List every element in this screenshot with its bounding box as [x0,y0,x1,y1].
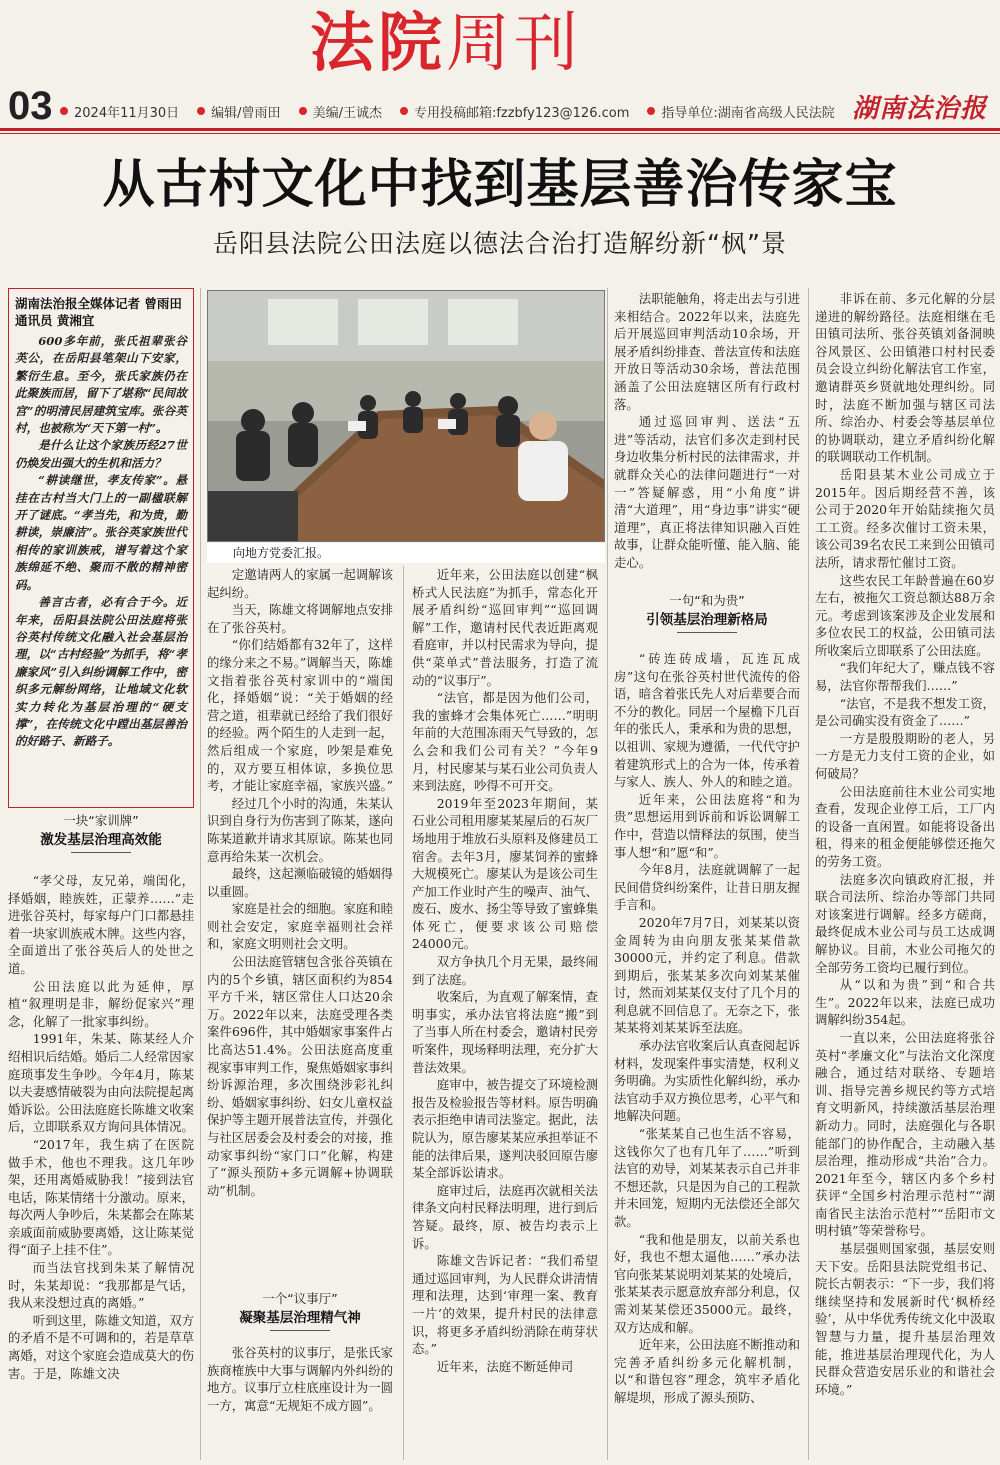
paragraph: 1991年，朱某、陈某经人介绍相识后结婚。婚后二人经常因家庭琐事发生争吵。今年4月，陈某以夫妻感情破裂为由向法院提起离婚诉讼。公田法庭庭长陈雄文收案后，立即联系双方询问具体情况。 [8,1031,194,1135]
bullet-icon [299,107,307,115]
column-divider [808,288,809,1460]
section-heading-2 [614,592,800,648]
paragraph: 近年来，公田法庭以创建“枫桥式人民法庭”为抓手，常态化开展矛盾纠纷“巡回审判”“巡回调解”工作，邀请村民代表近距离观看庭审，并以村民需求为导向，提供“菜单式”普法服务，打造了流动的“议事厅”。 [412,567,598,688]
paragraph: 善言古者，必有合于今。近年来，岳阳县法院公田法庭将张谷英村传统文化融入社会基层治理，以“古村经验”为抓手，将“孝廉家风”引入纠纷调解工作中，密织多元解纷网络，让地域文化软实力转化为基层治理的“硬支撑”，在传统文化中蹚出基层善治的好路子、新路子。 [15,595,187,749]
column-divider [403,566,404,1460]
section-title: 凝聚基层治理精气神 [239,1310,361,1326]
paragraph: “耕读继世，孝友传家”。悬挂在古村当大门上的一副楹联解开了谜底。“孝当先，和为贵，勤耕读，崇廉洁”。张谷英家族世代相传的家训族戒，谱写着这个家族绵延不绝、聚而不散的精神密码。 [15,473,187,592]
guide-text: 指导单位:湖南省高级人民法院 [661,105,835,121]
section-heading-3 [207,1290,393,1342]
paragraph: 定邀请两人的家属一起调解该起纠纷。 [207,567,393,600]
paragraph: 近年来，公田法庭不断推动和完善矛盾纠纷多元化解机制，以“和谐包容”理念，筑牢矛盾化解堤坝，形成了源头预防、 [614,1337,800,1405]
section-title: 激发基层治理高效能 [40,832,162,848]
section-heading-1 [8,812,194,870]
masthead-title [310,6,582,82]
paragraph: 庭审过后，法庭再次就相关法律条文向村民释法明理，进行到后答疑。最终，原、被告均表示上诉。 [412,1182,598,1251]
section-rule [270,1330,330,1331]
paragraph: 而当法官找到朱某了解情况时，朱某却说：“我那都是气话，我从来没想过真的离婚。” [8,1260,194,1311]
paragraph: 听到这里，陈雄文知道，双方的矛盾不是不可调和的，若是草草离婚，对这个家庭会造成莫大的伤害。于是，陈雄文决 [8,1312,194,1381]
section-kicker: 一个“议事厅” [262,1291,338,1306]
info-email [400,102,629,121]
paragraph: 今年8月，法庭就调解了一起民间借贷纠纷案件，让昔日朋友握手言和。 [614,862,800,913]
paragraph: 这些农民工年龄普遍在60岁左右，被拖欠工资总额达88万余元。考虑到该案涉及企业发展和多位农民工的权益，公田镇司法所收案后立即联系了公田法庭。 [815,572,995,658]
paragraph: 600多年前，张氏祖辈张谷英公，在岳阳县笔架山下安家，繁衍生息。至今，张氏家族仍在此聚族而居，留下了堪称“民间故宫”的明清民居建筑宝库。张谷英村，也被称为“天下第一村”。 [15,334,187,436]
info-editor [197,102,280,121]
article-column-2-continued [207,1344,393,1460]
paragraph: “法官，不是我不想发工资，是公司确实没有资金了……” [815,695,995,729]
paragraph: 承办法官收案后认真查阅起诉材料，发现案件事实清楚，权利义务明确。为实质性化解纠纷，承办法官动手双方换位思考，心平气和地解决问题。 [614,1038,800,1124]
paragraph: 最终，这起濒临破镜的婚姻得以重圆。 [207,866,393,899]
date-text: 2024年11月30日 [74,105,180,121]
paragraph: 法庭多次向镇政府汇报，并联合司法所、综治办等部门共同对该案进行调解。经多方磋商，最终促成木业公司与员工达成调解协议。目前，木业公司拖欠的全部劳务工资均已履行到位。 [815,871,995,975]
paragraph: 经过几个小时的沟通，朱某认识到自身行为伤害到了陈某，遂向陈某道歉并请求其原谅。陈某也同意再给朱某一次机会。 [207,795,393,864]
article-column-5 [815,290,995,1460]
article-column-2 [207,566,393,1286]
section-rule [71,852,131,853]
section-rule [677,632,737,633]
masthead-title-light: 周刊 [446,7,582,81]
paragraph: 一直以来，公田法庭将张谷英村“孝廉文化”与法治文化深度融合，通过结对联络、专题培训、指导完善乡规民约等方式培育文明新风，持续激活基层治理新动力。同时，法庭强化与各职能部门的协作配合，主动融入基层治理，推动形成“共治”合力。2021年至今，辖区内多个乡村获评“全国乡村治理示范村”“湖南省民主法治示范村”“岳阳市文明村镇”等荣誉称号。 [815,1029,995,1239]
paragraph: “2017年，我生病了在医院做手术，他也不理我。这几年吵架，还用离婚威胁我！”接到法官电话，陈某情绪十分激动。原来，每次两人争吵后，朱某都会在陈某亲戚面前威胁要离婚，这让陈某觉得“面子上挂不住”。 [8,1136,194,1258]
top-rule-thin [0,133,1000,134]
section-title: 引领基层治理新格局 [646,612,768,628]
paragraph: 法职能触角，将走出去与引进来相结合。2022年以来，法庭先后开展巡回审判活动10余场，开展矛盾纠纷排查、普法宣传和法庭开放日等活动30余场，普法范围涵盖了公田法庭辖区所有行政村落。 [614,291,800,412]
article-column-1 [8,872,194,1462]
paragraph: 岳阳县某木业公司成立于2015年。因后期经营不善，该公司于2020年开始陆续拖欠员工工资。经多次催讨工资未果，该公司39名农民工来到公田镇司法所，请求帮忙催讨工资。 [815,466,995,570]
editor-text: 编辑/曾雨田 [211,105,281,121]
bullet-icon [60,107,68,115]
paragraph: 家庭是社会的细胞。家庭和睦则社会安定，家庭幸福则社会祥和，家庭文明则社会文明。 [207,901,393,952]
article-column-4 [614,290,800,590]
paragraph: “孝父母，友兄弟，端闺化，择婚姻，睦族姓，正蒙养……”走进张谷英村，每家每户门口都悬挂着一块家训族戒木牌。这些内容，全面道出了张谷英后人的处世之道。 [8,873,194,976]
paragraph: 公田法庭以此为延伸，厚植“叙理明是非，解纷促家兴”理念，化解了一批家事纠纷。 [8,978,194,1029]
section-kicker: 一块“家训牌” [63,813,139,828]
meeting-photo-illustration [208,291,605,542]
paragraph: “法官，都是因为他们公司，我的蜜蜂才会集体死亡……”明明年前的大范围冻雨天气导致的，怎么会和我们公司有关？”今年9月，村民廖某与某石业公司负责人来到法庭，吵得不可开交。 [412,690,598,794]
article-column-4-continued [614,650,800,1460]
bullet-icon [647,107,655,115]
section-kicker: 一句“和为贵” [669,593,745,608]
paragraph: 基层强则国家强，基层安则天下安。岳阳县法院党组书记、院长古朝表示：“下一步，我们将继续坚持和发展新时代‘枫桥经验’，从中华优秀传统文化中汲取智慧与力量，提升基层治理效能，推进基层治理现代化，为人民群众营造安居乐业的和谐社会环境。” [815,1241,995,1397]
photo-caption: 向地方党委汇报。 [207,543,605,563]
paragraph: 双方争执几个月无果，最终闹到了法庭。 [412,954,598,987]
paragraph: 庭审中，被告提交了环境检测报告及检验报告等材料。原告明确表示拒绝申请司法鉴定。据此，法院认为，原告廖某某应承担举证不能的法律后果，遂判决驳回原告廖某全部诉讼请求。 [412,1077,598,1181]
column-divider [607,288,608,1460]
paragraph: 一方是殷殷期盼的老人，另一方是无力支付工资的企业，如何破局？ [815,730,995,782]
page-number: 03 [8,84,53,128]
info-designer [299,102,382,121]
paragraph: 近年来，公田法庭将“和为贵”思想运用到诉前和诉讼调解工作中，营造以情释法的氛围，使当事人想“和”愿“和”。 [614,791,800,860]
paragraph: “你们结婚都有32年了，这样的缘分来之不易。”调解当天，陈雄文指着张谷英村家训中的“端闺化，择婚姻”说：“关于婚姻的经营之道，祖辈就已经给了我们很好的经验。两个陌生的人走到一起，然后组成一个家庭，吵架是难免的，双方要互相体谅，多换位思考，才能让家庭幸福，家族兴盛。” [207,637,393,794]
paragraph: 公田法庭管辖包含张谷英镇在内的5个乡镇，辖区面积约为854平方千米，辖区常住人口达20余万。2022年以来，法庭受理各类案件696件，其中婚姻家事案件占比高达51.4%。公田法庭高度重视家事审判工作，聚焦婚姻家事纠纷诉源治理，多次围绕涉彩礼纠纷、婚姻家事纠纷、妇女儿童权益保护等主题开展普法宣传，并强化与社区居委会及村委会的对接，推动家事纠纷“家门口”化解，构建了“源头预防+多元调解+协调联动”机制。 [207,954,393,1198]
paragraph: 当天，陈雄文将调解地点安排在了张谷英村。 [207,602,393,635]
paragraph: “我们年纪大了，赚点钱不容易，法官你帮帮我们……” [815,660,995,694]
headline: 从古村文化中找到基层善治传家宝 [102,155,898,215]
email-text: 专用投稿邮箱:fzzbfy123@126.com [413,105,630,121]
paragraph: 陈雄文告诉记者：“我们希望通过巡回审判，为人民群众讲清情理和法理，达到‘审理一案、教育一片’的效果，提升村民的法律意识，将更多矛盾纠纷消除在萌芽状态。” [412,1253,598,1357]
byline-reporter: 湖南法治报全媒体记者 曾雨田 [15,296,182,311]
paragraph: 2020年7月7日，刘某某以资金周转为由向朋友张某某借款30000元，并约定了利息。借款到期后，张某某多次向刘某某催讨，然而刘某某仅支付了几个月的利息就不回信息了。无奈之下，张某某将刘某某诉至法庭。 [614,914,800,1036]
meeting-photo [207,290,605,542]
intro-box [8,288,194,808]
intro-text [15,333,187,751]
paragraph: 2019年至2023年期间，某石业公司租用廖某某屋后的石灰厂场地用于堆放石头原料及修建员工宿舍。去年3月，廖某饲养的蜜蜂大规模死亡。廖某认为是该公司生产加工作业时产生的噪声、油气、废石、废水、扬尘等导致了蜜蜂集体死亡，便要求该公司赔偿24000元。 [412,795,598,952]
paragraph: 通过巡回审判、送法“五进”等活动，法官们多次走到村民身边收集分析村民的法律需求，并就群众关心的法律问题进行“一对一”答疑解惑，用“小角度”讲清“大道理”，用“身边事”讲实“硬道理”，真正将法律知识融入百姓故事，让群众能听懂、能入脑、能走心。 [614,414,800,570]
article-column-3 [412,566,598,1460]
paragraph: 非诉在前、多元化解的分层递进的解纷路径。法庭相继在毛田镇司法所、张谷英镇刘备洞映谷风景区、公田镇港口村村民委员会设立纠纷化解法官工作室，邀请群英乡贤就地处理纠纷。同时，法庭不断加强与辖区司法所、综治办、村委会等基层单位的协调联动，建立矛盾纠纷化解的联调联动工作机制。 [815,291,995,465]
paragraph: 从“以和为贵”到“和合共生”。2022年以来，法庭已成功调解纠纷354起。 [815,977,995,1028]
column-divider [200,288,201,1460]
bullet-icon [197,107,205,115]
info-bar [60,99,840,123]
info-date [60,102,179,121]
paragraph: 是什么让这个家族历经27世仍焕发出强大的生机和活力？ [15,438,187,470]
paragraph: “我和他是朋友，以前关系也好，我也不想太逼他……”承办法官向张某某说明刘某某的处境后，张某某表示愿意放弃部分利息，仅需刘某某偿还35000元。最终，双方达成和解。 [614,1231,800,1335]
subheadline: 岳阳县法院公田法庭以德法合治打造解纷新“枫”景 [213,229,787,258]
bullet-icon [400,107,408,115]
byline-correspondent: 通讯员 黄湘宜 [15,313,95,328]
paragraph: 张谷英村的议事厅，是张氏家族商榷族中大事与调解内外纠纷的地方。议事厅立柱底座设计为一圆一方，寓意“无规矩不成方圆”。 [207,1345,393,1413]
designer-text: 美编/王诚杰 [312,105,382,121]
top-rule [0,128,1000,131]
paper-logo: 湖南法治报 [852,94,988,124]
info-guide [647,102,834,121]
paragraph: “张某某自己也生活不容易，这钱你欠了也有几年了……”听到法官的劝导，刘某某表示自己并非不想还款，只是因为自己的工程款并未回笼，短期内无法偿还全部欠款。 [614,1126,800,1229]
paragraph: “砖连砖成墙，瓦连瓦成房”这句在张谷英村世代流传的俗语，暗含着张氏先人对后辈要合而不分的教化。同居一个屋檐下几百年的张氏人，秉承和为贵的思想，以祖训、家规为遵循，一代代守护着建筑形式上的合为一体，传承着与家人、族人、外人的和睦之道。 [614,651,800,790]
masthead-title-bold: 法院 [310,7,446,81]
byline [15,295,187,329]
paragraph: 公田法庭前往木业公司实地查看，发现企业停工后，工厂内的设备一直闲置。如能将设备出租，得来的租金便能够偿还拖欠的劳务工资。 [815,783,995,869]
paragraph: 收案后，为直观了解案情，查明事实，承办法官将法庭“搬”到了当事人所在村委会，邀请村民旁听案件，现场释明法理，充分扩大普法效果。 [412,989,598,1075]
paragraph: 近年来，法庭不断延伸司 [436,1358,574,1374]
